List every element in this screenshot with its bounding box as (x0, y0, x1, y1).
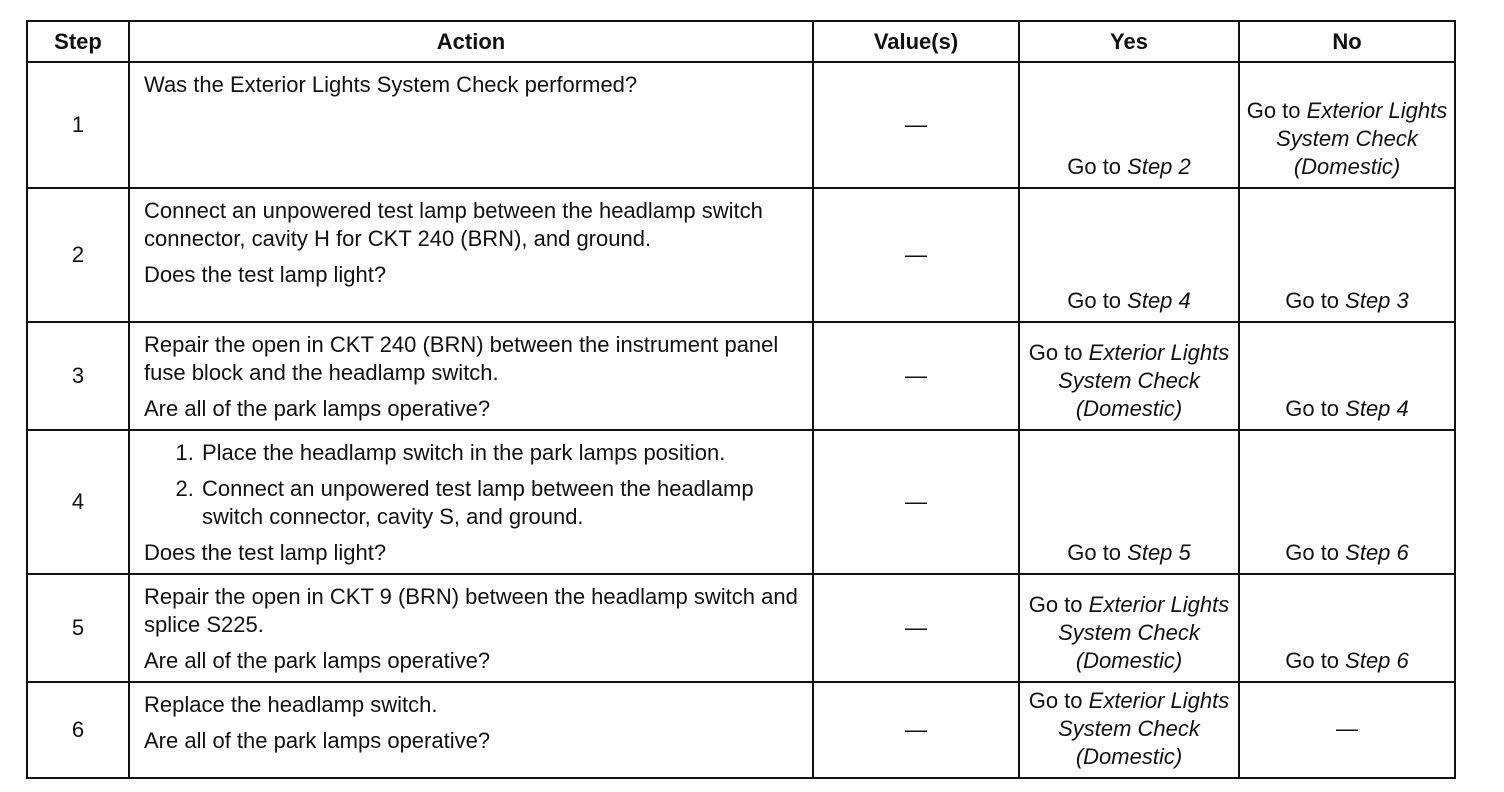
yes-prefix: Go to (1067, 154, 1128, 179)
no-prefix: Go to (1285, 648, 1346, 673)
yes-prefix: Go to (1028, 340, 1089, 365)
no-cell (1239, 574, 1455, 682)
step-number: 2 (27, 188, 129, 322)
header-yes: Yes (1019, 21, 1239, 62)
value-cell: — (813, 322, 1019, 430)
table-row (27, 682, 1455, 778)
yes-cell (1019, 574, 1239, 682)
action-cell (129, 188, 813, 322)
step-number: 5 (27, 574, 129, 682)
yes-target: Exterior Lights System Check (Domestic) (1058, 592, 1230, 673)
action-cell (129, 62, 813, 188)
action-instruction: Repair the open in CKT 240 (BRN) between the instrument panel fuse block and the headlamp switch. (144, 332, 779, 385)
value-cell: — (813, 62, 1019, 188)
diagnostic-table (26, 20, 1456, 779)
yes-target: Step 2 (1127, 154, 1191, 179)
value-cell: — (813, 188, 1019, 322)
no-prefix: Go to (1285, 396, 1346, 421)
table-row (27, 62, 1455, 188)
no-prefix: Go to (1285, 540, 1346, 565)
action-cell (129, 322, 813, 430)
no-target: Step 4 (1345, 396, 1409, 421)
header-step: Step (27, 21, 129, 62)
no-target: Step 6 (1345, 648, 1409, 673)
yes-prefix: Go to (1028, 688, 1089, 713)
yes-cell (1019, 322, 1239, 430)
yes-cell (1019, 682, 1239, 778)
value-cell: — (813, 682, 1019, 778)
no-prefix: Go to (1285, 288, 1346, 313)
step-number: 3 (27, 322, 129, 430)
substep-item: 1. Place the headlamp switch in the park lamps position. (200, 439, 800, 467)
no-target: Exterior Lights System Check (Domestic) (1276, 98, 1448, 179)
action-question: Are all of the park lamps operative? (144, 728, 491, 753)
table-row (27, 188, 1455, 322)
action-question: Does the test lamp light? (144, 540, 387, 565)
substep-item: 2. Connect an unpowered test lamp between the headlamp switch connector, cavity S, and ground. (200, 475, 800, 531)
no-target: Step 3 (1345, 288, 1409, 313)
action-question: Are all of the park lamps operative? (144, 396, 491, 421)
table-row (27, 574, 1455, 682)
step-number: 4 (27, 430, 129, 574)
table-row (27, 430, 1455, 574)
yes-cell (1019, 62, 1239, 188)
action-instruction: Connect an unpowered test lamp between the headlamp switch connector, cavity H for CKT 240 (BRN), and ground. (144, 198, 763, 251)
yes-target: Step 5 (1127, 540, 1191, 565)
yes-prefix: Go to (1067, 288, 1128, 313)
no-cell: — (1239, 682, 1455, 778)
header-values: Value(s) (813, 21, 1019, 62)
header-no: No (1239, 21, 1455, 62)
no-target: Step 6 (1345, 540, 1409, 565)
yes-prefix: Go to (1028, 592, 1089, 617)
no-cell (1239, 62, 1455, 188)
yes-prefix: Go to (1067, 540, 1128, 565)
step-number: 6 (27, 682, 129, 778)
yes-target: Step 4 (1127, 288, 1191, 313)
action-cell (129, 682, 813, 778)
yes-cell (1019, 430, 1239, 574)
yes-cell (1019, 188, 1239, 322)
yes-target: Exterior Lights System Check (Domestic) (1058, 340, 1230, 421)
action-question: Are all of the park lamps operative? (144, 648, 491, 673)
action-cell (129, 430, 813, 574)
no-cell (1239, 188, 1455, 322)
no-cell (1239, 430, 1455, 574)
substep-list (144, 439, 800, 531)
no-prefix: Go to (1246, 98, 1307, 123)
header-action: Action (129, 21, 813, 62)
step-number: 1 (27, 62, 129, 188)
no-cell (1239, 322, 1455, 430)
table-row (27, 322, 1455, 430)
action-instruction: Repair the open in CKT 9 (BRN) between the headlamp switch and splice S225. (144, 584, 798, 637)
value-cell: — (813, 430, 1019, 574)
header-row (27, 21, 1455, 62)
action-question: Does the test lamp light? (144, 262, 387, 287)
action-cell (129, 574, 813, 682)
action-question: Was the Exterior Lights System Check performed? (144, 72, 638, 97)
action-instruction: Replace the headlamp switch. (144, 692, 438, 717)
yes-target: Exterior Lights System Check (Domestic) (1058, 688, 1230, 769)
value-cell: — (813, 574, 1019, 682)
